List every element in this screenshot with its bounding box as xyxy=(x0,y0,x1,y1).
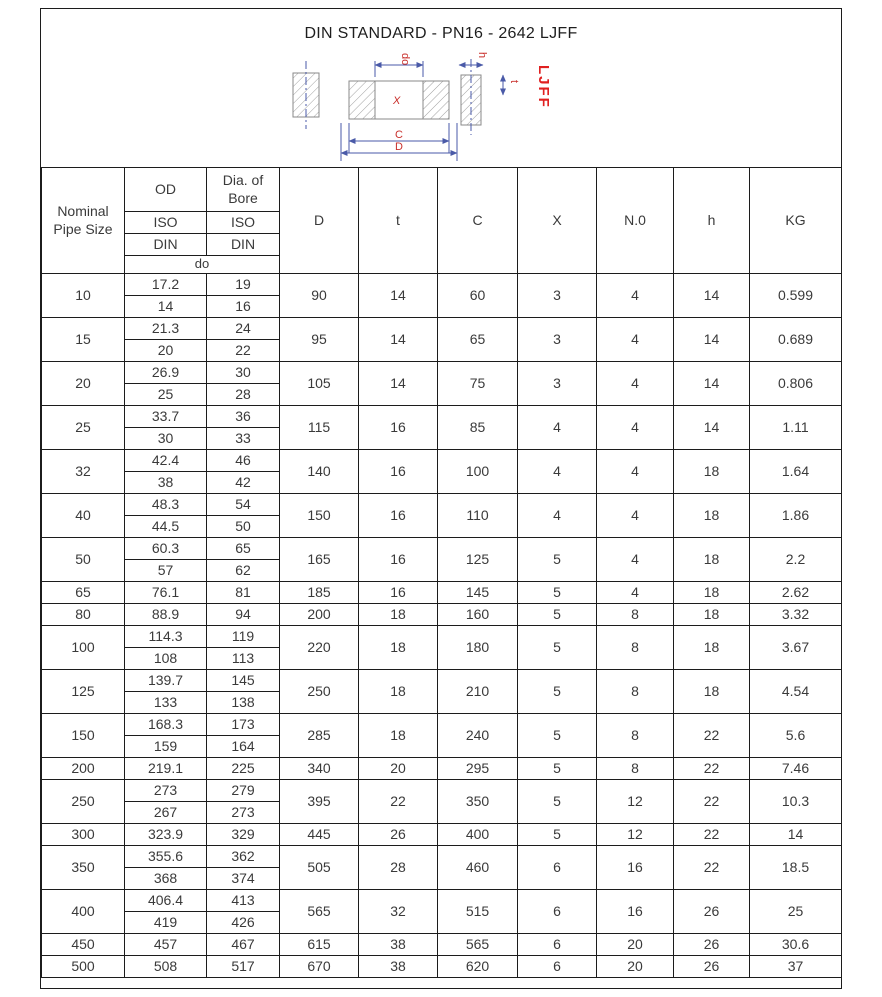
cell-t: 16 xyxy=(359,450,438,494)
cell-bore-iso: 279 xyxy=(207,780,280,802)
header-d: D xyxy=(280,168,359,274)
cell-od-din: 44.5 xyxy=(125,516,207,538)
cell-x: 6 xyxy=(518,846,597,890)
cell-c: 565 xyxy=(438,934,518,956)
cell-d: 505 xyxy=(280,846,359,890)
cell-bore-din: 28 xyxy=(207,384,280,406)
cell-x: 6 xyxy=(518,956,597,978)
flange-diagram-svg xyxy=(271,49,611,165)
table-row xyxy=(42,406,842,428)
do-dimension-label: do xyxy=(399,53,411,66)
cell-kg: 14 xyxy=(750,824,842,846)
header-nominal-pipe-size: Nominal Pipe Size xyxy=(42,168,125,274)
cell-c: 240 xyxy=(438,714,518,758)
cell-x: 3 xyxy=(518,318,597,362)
cell-n0: 8 xyxy=(597,714,674,758)
cell-d: 250 xyxy=(280,670,359,714)
cell-bore-din: 426 xyxy=(207,912,280,934)
cell-bore-din: 50 xyxy=(207,516,280,538)
table-row xyxy=(42,362,842,384)
cell-h: 18 xyxy=(674,538,750,582)
cell-h: 18 xyxy=(674,494,750,538)
cell-od-iso: 48.3 xyxy=(125,494,207,516)
cell-kg: 2.2 xyxy=(750,538,842,582)
header-bore-iso: ISO xyxy=(207,212,280,234)
cell-nominal-size: 15 xyxy=(42,318,125,362)
cell-h: 26 xyxy=(674,890,750,934)
header-x: X xyxy=(518,168,597,274)
cell-c: 85 xyxy=(438,406,518,450)
cell-h: 22 xyxy=(674,846,750,890)
cell-t: 18 xyxy=(359,670,438,714)
cell-nominal-size: 50 xyxy=(42,538,125,582)
cell-bore-iso: 81 xyxy=(207,582,280,604)
cell-kg: 18.5 xyxy=(750,846,842,890)
cell-x: 5 xyxy=(518,538,597,582)
cell-nominal-size: 150 xyxy=(42,714,125,758)
cell-od-iso: 168.3 xyxy=(125,714,207,736)
cell-x: 6 xyxy=(518,890,597,934)
cell-nominal-size: 80 xyxy=(42,604,125,626)
x-dimension-label: X xyxy=(393,95,401,107)
cell-od-iso: 60.3 xyxy=(125,538,207,560)
cell-x: 5 xyxy=(518,780,597,824)
cell-nominal-size: 10 xyxy=(42,274,125,318)
cell-bore-iso: 119 xyxy=(207,626,280,648)
cell-h: 14 xyxy=(674,318,750,362)
cell-t: 28 xyxy=(359,846,438,890)
cell-d: 445 xyxy=(280,824,359,846)
cell-h: 22 xyxy=(674,780,750,824)
cell-d: 395 xyxy=(280,780,359,824)
cell-n0: 16 xyxy=(597,846,674,890)
cell-od-iso: 508 xyxy=(125,956,207,978)
cell-bore-iso: 173 xyxy=(207,714,280,736)
cell-d: 185 xyxy=(280,582,359,604)
table-row xyxy=(42,450,842,472)
cell-t: 16 xyxy=(359,538,438,582)
page-title: DIN STANDARD - PN16 - 2642 LJFF xyxy=(304,25,578,42)
cell-n0: 4 xyxy=(597,318,674,362)
cell-c: 125 xyxy=(438,538,518,582)
table-row xyxy=(42,494,842,516)
table-row xyxy=(42,274,842,296)
cell-nominal-size: 32 xyxy=(42,450,125,494)
cell-kg: 3.67 xyxy=(750,626,842,670)
cell-bore-din: 164 xyxy=(207,736,280,758)
cell-od-iso: 26.9 xyxy=(125,362,207,384)
cell-d: 140 xyxy=(280,450,359,494)
cell-h: 14 xyxy=(674,274,750,318)
cell-n0: 12 xyxy=(597,824,674,846)
cell-c: 145 xyxy=(438,582,518,604)
table-row xyxy=(42,758,842,780)
cell-od-iso: 406.4 xyxy=(125,890,207,912)
cell-n0: 4 xyxy=(597,582,674,604)
table-row xyxy=(42,604,842,626)
cell-bore-iso: 65 xyxy=(207,538,280,560)
cell-od-iso: 457 xyxy=(125,934,207,956)
table-row xyxy=(42,626,842,648)
cell-kg: 0.806 xyxy=(750,362,842,406)
cell-od-iso: 33.7 xyxy=(125,406,207,428)
cell-x: 5 xyxy=(518,714,597,758)
table-row xyxy=(42,582,842,604)
cell-t: 38 xyxy=(359,934,438,956)
cell-kg: 1.11 xyxy=(750,406,842,450)
cell-n0: 12 xyxy=(597,780,674,824)
cell-kg: 2.62 xyxy=(750,582,842,604)
cell-d: 150 xyxy=(280,494,359,538)
cell-h: 18 xyxy=(674,604,750,626)
table-row xyxy=(42,538,842,560)
cell-od-din: 14 xyxy=(125,296,207,318)
table-row xyxy=(42,846,842,868)
table-row xyxy=(42,824,842,846)
cell-x: 3 xyxy=(518,274,597,318)
header-h: h xyxy=(674,168,750,274)
cell-n0: 4 xyxy=(597,494,674,538)
cell-od-iso: 355.6 xyxy=(125,846,207,868)
cell-t: 38 xyxy=(359,956,438,978)
cell-c: 400 xyxy=(438,824,518,846)
cell-n0: 8 xyxy=(597,670,674,714)
cell-od-din: 57 xyxy=(125,560,207,582)
cell-c: 515 xyxy=(438,890,518,934)
cell-d: 115 xyxy=(280,406,359,450)
cell-bore-iso: 362 xyxy=(207,846,280,868)
cell-nominal-size: 125 xyxy=(42,670,125,714)
cell-bore-iso: 467 xyxy=(207,934,280,956)
cell-x: 4 xyxy=(518,450,597,494)
cell-h: 22 xyxy=(674,758,750,780)
header-bore-din: DIN xyxy=(207,234,280,256)
flange-section-left xyxy=(349,81,375,119)
cell-c: 180 xyxy=(438,626,518,670)
flange-section-right xyxy=(423,81,449,119)
cell-nominal-size: 25 xyxy=(42,406,125,450)
cell-bore-iso: 329 xyxy=(207,824,280,846)
cell-n0: 4 xyxy=(597,274,674,318)
t-dimension-label: t xyxy=(508,80,520,84)
cell-od-iso: 76.1 xyxy=(125,582,207,604)
cell-h: 18 xyxy=(674,450,750,494)
cell-bore-din: 273 xyxy=(207,802,280,824)
cell-x: 5 xyxy=(518,626,597,670)
cell-x: 5 xyxy=(518,824,597,846)
cell-kg: 4.54 xyxy=(750,670,842,714)
cell-od-iso: 88.9 xyxy=(125,604,207,626)
cell-x: 5 xyxy=(518,670,597,714)
cell-kg: 1.64 xyxy=(750,450,842,494)
cell-od-din: 267 xyxy=(125,802,207,824)
cell-t: 18 xyxy=(359,714,438,758)
cell-d: 95 xyxy=(280,318,359,362)
cell-bore-din: 374 xyxy=(207,868,280,890)
h-dimension-label: h xyxy=(476,52,488,59)
cell-od-din: 20 xyxy=(125,340,207,362)
cell-x: 6 xyxy=(518,934,597,956)
header-do: do xyxy=(125,256,280,274)
cell-bore-iso: 94 xyxy=(207,604,280,626)
cell-c: 60 xyxy=(438,274,518,318)
cell-bore-din: 62 xyxy=(207,560,280,582)
cell-c: 620 xyxy=(438,956,518,978)
table-row xyxy=(42,714,842,736)
cell-od-din: 30 xyxy=(125,428,207,450)
cell-d: 200 xyxy=(280,604,359,626)
cell-nominal-size: 400 xyxy=(42,890,125,934)
cell-nominal-size: 300 xyxy=(42,824,125,846)
brand-label: LJFF xyxy=(535,65,552,109)
cell-d: 615 xyxy=(280,934,359,956)
cell-h: 18 xyxy=(674,670,750,714)
cell-n0: 8 xyxy=(597,626,674,670)
cell-od-iso: 42.4 xyxy=(125,450,207,472)
cell-h: 26 xyxy=(674,934,750,956)
cell-c: 110 xyxy=(438,494,518,538)
cell-nominal-size: 450 xyxy=(42,934,125,956)
cell-bore-iso: 225 xyxy=(207,758,280,780)
cell-od-iso: 323.9 xyxy=(125,824,207,846)
spec-sheet-frame xyxy=(40,8,842,989)
cell-c: 295 xyxy=(438,758,518,780)
cell-nominal-size: 350 xyxy=(42,846,125,890)
cell-t: 22 xyxy=(359,780,438,824)
cell-c: 460 xyxy=(438,846,518,890)
cell-d: 165 xyxy=(280,538,359,582)
header-kg: KG xyxy=(750,168,842,274)
table-row xyxy=(42,890,842,912)
cell-c: 210 xyxy=(438,670,518,714)
cell-t: 16 xyxy=(359,582,438,604)
cell-nominal-size: 65 xyxy=(42,582,125,604)
cell-bore-iso: 54 xyxy=(207,494,280,516)
cell-kg: 7.46 xyxy=(750,758,842,780)
cell-d: 90 xyxy=(280,274,359,318)
cell-n0: 8 xyxy=(597,758,674,780)
cell-od-din: 38 xyxy=(125,472,207,494)
cell-c: 65 xyxy=(438,318,518,362)
cell-od-din: 368 xyxy=(125,868,207,890)
cell-od-iso: 114.3 xyxy=(125,626,207,648)
cell-bore-iso: 30 xyxy=(207,362,280,384)
cell-kg: 25 xyxy=(750,890,842,934)
header-t: t xyxy=(359,168,438,274)
cell-x: 4 xyxy=(518,406,597,450)
cell-bore-din: 42 xyxy=(207,472,280,494)
cell-d: 105 xyxy=(280,362,359,406)
cell-t: 14 xyxy=(359,318,438,362)
cell-t: 20 xyxy=(359,758,438,780)
table-row xyxy=(42,934,842,956)
cell-bore-din: 138 xyxy=(207,692,280,714)
cell-bore-din: 16 xyxy=(207,296,280,318)
header-od: OD xyxy=(125,168,207,212)
cell-h: 26 xyxy=(674,956,750,978)
cell-n0: 16 xyxy=(597,890,674,934)
cell-c: 100 xyxy=(438,450,518,494)
cell-t: 32 xyxy=(359,890,438,934)
cell-d: 340 xyxy=(280,758,359,780)
cell-nominal-size: 250 xyxy=(42,780,125,824)
table-row xyxy=(42,670,842,692)
cell-n0: 4 xyxy=(597,450,674,494)
cell-bore-iso: 517 xyxy=(207,956,280,978)
cell-kg: 1.86 xyxy=(750,494,842,538)
flange-diagram xyxy=(271,49,611,165)
spec-table-body xyxy=(42,274,842,978)
cell-t: 16 xyxy=(359,494,438,538)
cell-n0: 8 xyxy=(597,604,674,626)
cell-nominal-size: 500 xyxy=(42,956,125,978)
cell-n0: 4 xyxy=(597,406,674,450)
cell-kg: 10.3 xyxy=(750,780,842,824)
cell-od-din: 25 xyxy=(125,384,207,406)
cell-c: 160 xyxy=(438,604,518,626)
cell-x: 3 xyxy=(518,362,597,406)
cell-x: 5 xyxy=(518,758,597,780)
cell-bore-din: 22 xyxy=(207,340,280,362)
cell-d: 220 xyxy=(280,626,359,670)
cell-t: 14 xyxy=(359,274,438,318)
cell-d: 670 xyxy=(280,956,359,978)
spec-table xyxy=(41,167,842,978)
cell-kg: 30.6 xyxy=(750,934,842,956)
cell-n0: 20 xyxy=(597,934,674,956)
header-c: C xyxy=(438,168,518,274)
cell-h: 18 xyxy=(674,582,750,604)
cell-kg: 37 xyxy=(750,956,842,978)
cell-d: 285 xyxy=(280,714,359,758)
cell-h: 18 xyxy=(674,626,750,670)
cell-bore-iso: 24 xyxy=(207,318,280,340)
cell-od-din: 108 xyxy=(125,648,207,670)
cell-kg: 3.32 xyxy=(750,604,842,626)
cell-nominal-size: 100 xyxy=(42,626,125,670)
cell-t: 18 xyxy=(359,626,438,670)
cell-n0: 20 xyxy=(597,956,674,978)
cell-t: 18 xyxy=(359,604,438,626)
table-row xyxy=(42,956,842,978)
cell-t: 14 xyxy=(359,362,438,406)
cell-od-iso: 273 xyxy=(125,780,207,802)
table-row xyxy=(42,780,842,802)
cell-bore-iso: 19 xyxy=(207,274,280,296)
d-dimension-label: D xyxy=(395,141,403,153)
cell-x: 4 xyxy=(518,494,597,538)
cell-od-iso: 21.3 xyxy=(125,318,207,340)
cell-n0: 4 xyxy=(597,538,674,582)
cell-bore-iso: 145 xyxy=(207,670,280,692)
cell-n0: 4 xyxy=(597,362,674,406)
c-dimension-label: C xyxy=(395,129,403,141)
cell-od-iso: 219.1 xyxy=(125,758,207,780)
header-od-iso: ISO xyxy=(125,212,207,234)
cell-h: 14 xyxy=(674,406,750,450)
cell-bore-iso: 46 xyxy=(207,450,280,472)
cell-od-din: 133 xyxy=(125,692,207,714)
header-dia-of-bore: Dia. of Bore xyxy=(207,168,280,212)
cell-nominal-size: 40 xyxy=(42,494,125,538)
cell-kg: 0.599 xyxy=(750,274,842,318)
cell-bore-iso: 36 xyxy=(207,406,280,428)
header-od-din: DIN xyxy=(125,234,207,256)
cell-kg: 0.689 xyxy=(750,318,842,362)
cell-bore-din: 33 xyxy=(207,428,280,450)
cell-od-din: 159 xyxy=(125,736,207,758)
cell-x: 5 xyxy=(518,604,597,626)
cell-h: 22 xyxy=(674,824,750,846)
cell-nominal-size: 200 xyxy=(42,758,125,780)
cell-h: 14 xyxy=(674,362,750,406)
cell-bore-din: 113 xyxy=(207,648,280,670)
cell-nominal-size: 20 xyxy=(42,362,125,406)
cell-od-iso: 17.2 xyxy=(125,274,207,296)
cell-x: 5 xyxy=(518,582,597,604)
cell-t: 16 xyxy=(359,406,438,450)
cell-bore-iso: 413 xyxy=(207,890,280,912)
cell-d: 565 xyxy=(280,890,359,934)
cell-c: 75 xyxy=(438,362,518,406)
cell-c: 350 xyxy=(438,780,518,824)
header-n0: N.0 xyxy=(597,168,674,274)
cell-od-din: 419 xyxy=(125,912,207,934)
cell-t: 26 xyxy=(359,824,438,846)
table-row xyxy=(42,318,842,340)
cell-od-iso: 139.7 xyxy=(125,670,207,692)
cell-h: 22 xyxy=(674,714,750,758)
cell-kg: 5.6 xyxy=(750,714,842,758)
